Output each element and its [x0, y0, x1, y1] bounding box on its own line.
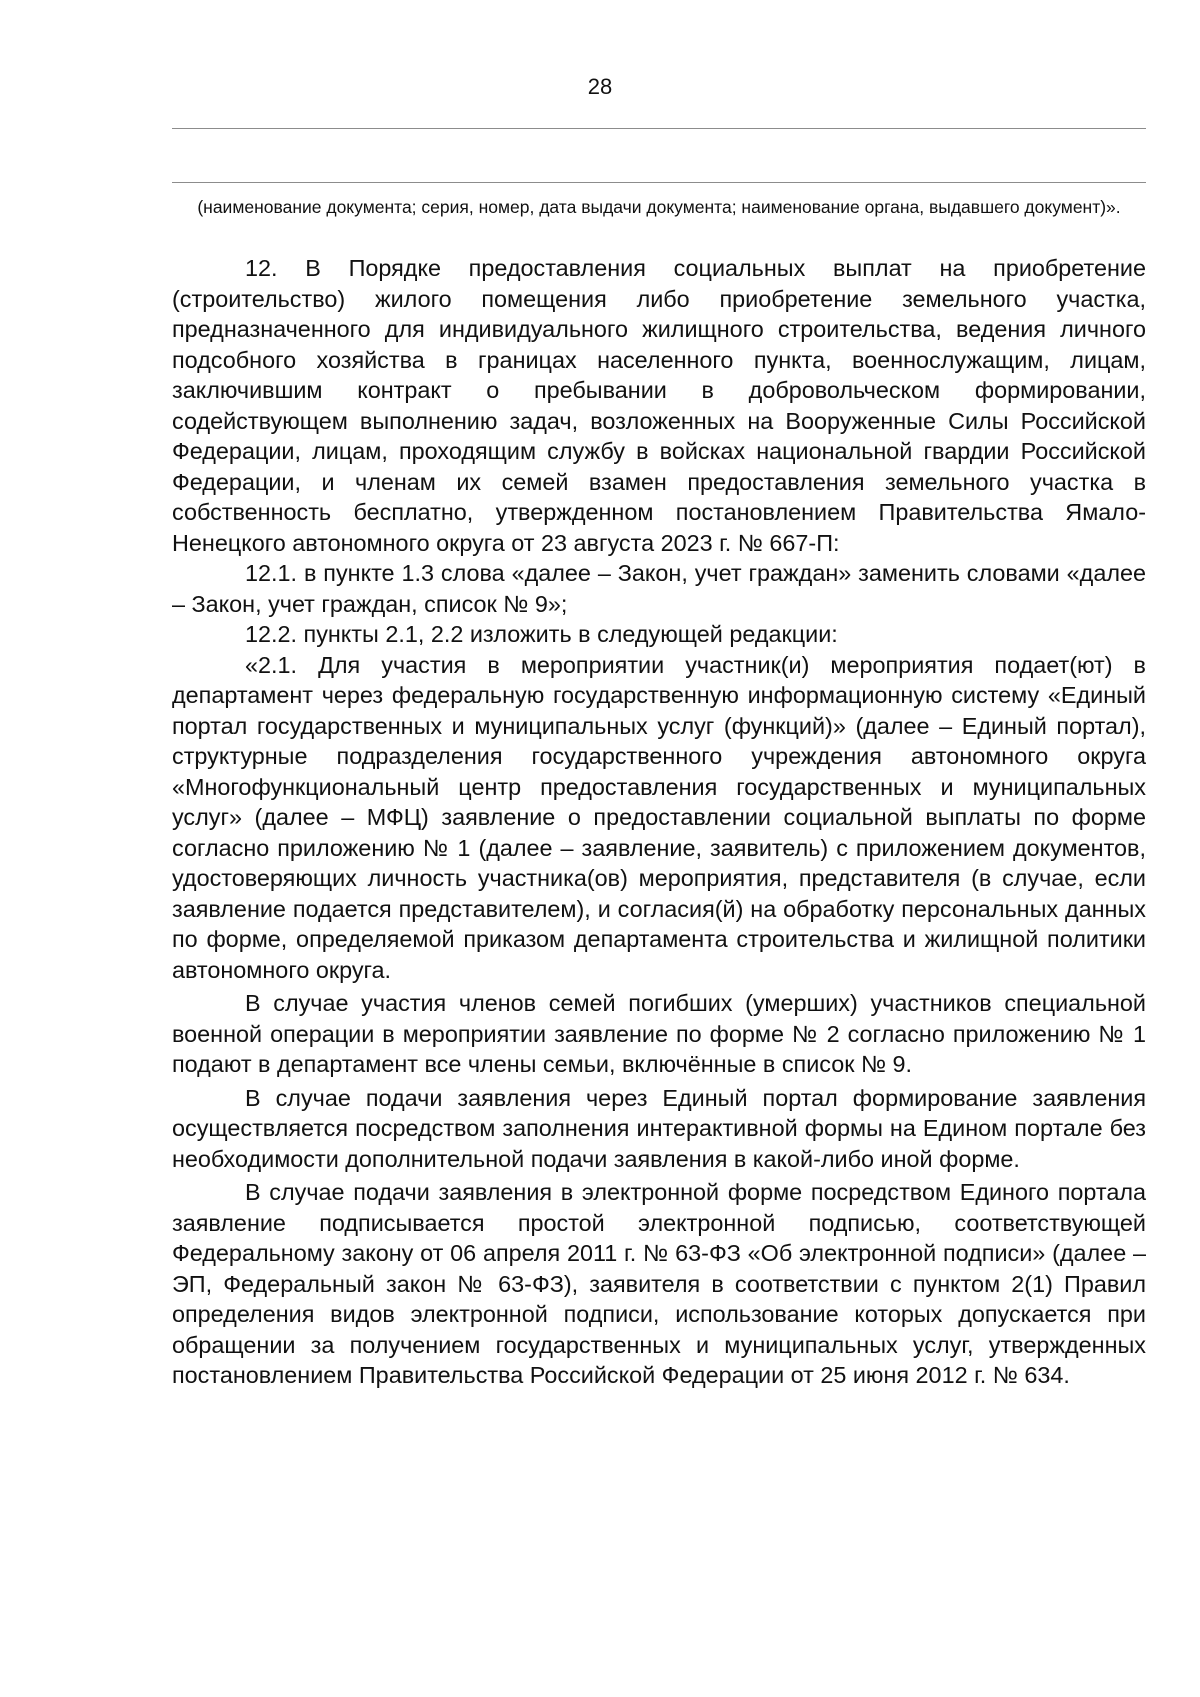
paragraph-item-12: 12. В Порядке предоставления социальных выплат на приобретение (строительство) жилого помещения либо приобретение земельного участка, предназначенного для индивидуального жилищного строительства, ведения личного подсобного хозяйства в границах населенного пункта, военнослужащим, лицам, заключившим контракт о пребывании в добровольческом формировании, содействующем выполнению задач, возложенных на Вооруженные Силы Российской Федерации, лицам, проходящим службу в войсках национальной гвардии Российской Федерации, и членам их семей взамен предоставления земельного участка в собственность бесплатно, утвержденном постановлением Правительства Ямало-Ненецкого автономного округа от 23 августа 2023 г. № 667-П: [172, 255, 1146, 556]
paragraph-portal-submission: В случае подачи заявления через Единый портал формирование заявления осуществляется посредством заполнения интерактивной формы на Едином портале без необходимости дополнительной подачи заявления в какой-либо иной форме. [172, 1084, 1146, 1172]
paragraph-family-members: В случае участия членов семей погибших (умерших) участников специальной военной операции в мероприятии заявление по форме № 2 согласно приложению № 1 подают в департамент все члены семьи, включённые в список № 9. [172, 990, 1146, 1077]
document-body [172, 253, 1146, 1391]
paragraph-item-12-2: 12.2. пункты 2.1, 2.2 изложить в следующей редакции: [245, 621, 838, 647]
page-number: 28 [587, 74, 613, 99]
header-divider [172, 128, 1146, 129]
form-field-underline [172, 182, 1146, 183]
paragraph-clause-2-1: «2.1. Для участия в мероприятии участник(и) мероприятия подает(ют) в департамент через федеральную государственную информационную систему «Единый портал государственных и муниципальных услуг (функций)» (далее – Единый портал), структурные подразделения государственного учреждения автономного округа «Многофункциональный центр предоставления государственных и муниципальных услуг» (далее – МФЦ) заявление о предоставлении социальной выплаты по форме согласно приложению № 1 (далее – заявление, заявитель) с приложением документов, удостоверяющих личность участника(ов) мероприятия, представителя (в случае, если заявление подается представителем), и согласия(й) на обработку персональных данных по форме, определяемой приказом департамента строительства и жилищной политики автономного округа. [172, 651, 1146, 983]
paragraph-item-12-1: 12.1. в пункте 1.3 слова «далее – Закон, учет граждан» заменить словами «далее – Закон, учет граждан, список № 9»; [172, 560, 1146, 617]
paragraph-electronic-signature: В случае подачи заявления в электронной форме посредством Единого портала заявление подписывается простой электронной подписью, соответствующей Федеральному закону от 06 апреля 2011 г. № 63-ФЗ «Об электронной подписи» (далее – ЭП, Федеральный закон № 63-ФЗ), заявителя в соответствии с пунктом 2(1) Правил определения видов электронной подписи, использование которых допускается при обращении за получением государственных и муниципальных услуг, утвержденных постановлением Правительства Российской Федерации от 25 июня 2012 г. № 634. [172, 1179, 1146, 1388]
form-field-caption: (наименование документа; серия, номер, дата выдачи документа; наименование органа, выдавшего документ)». [197, 197, 1121, 217]
